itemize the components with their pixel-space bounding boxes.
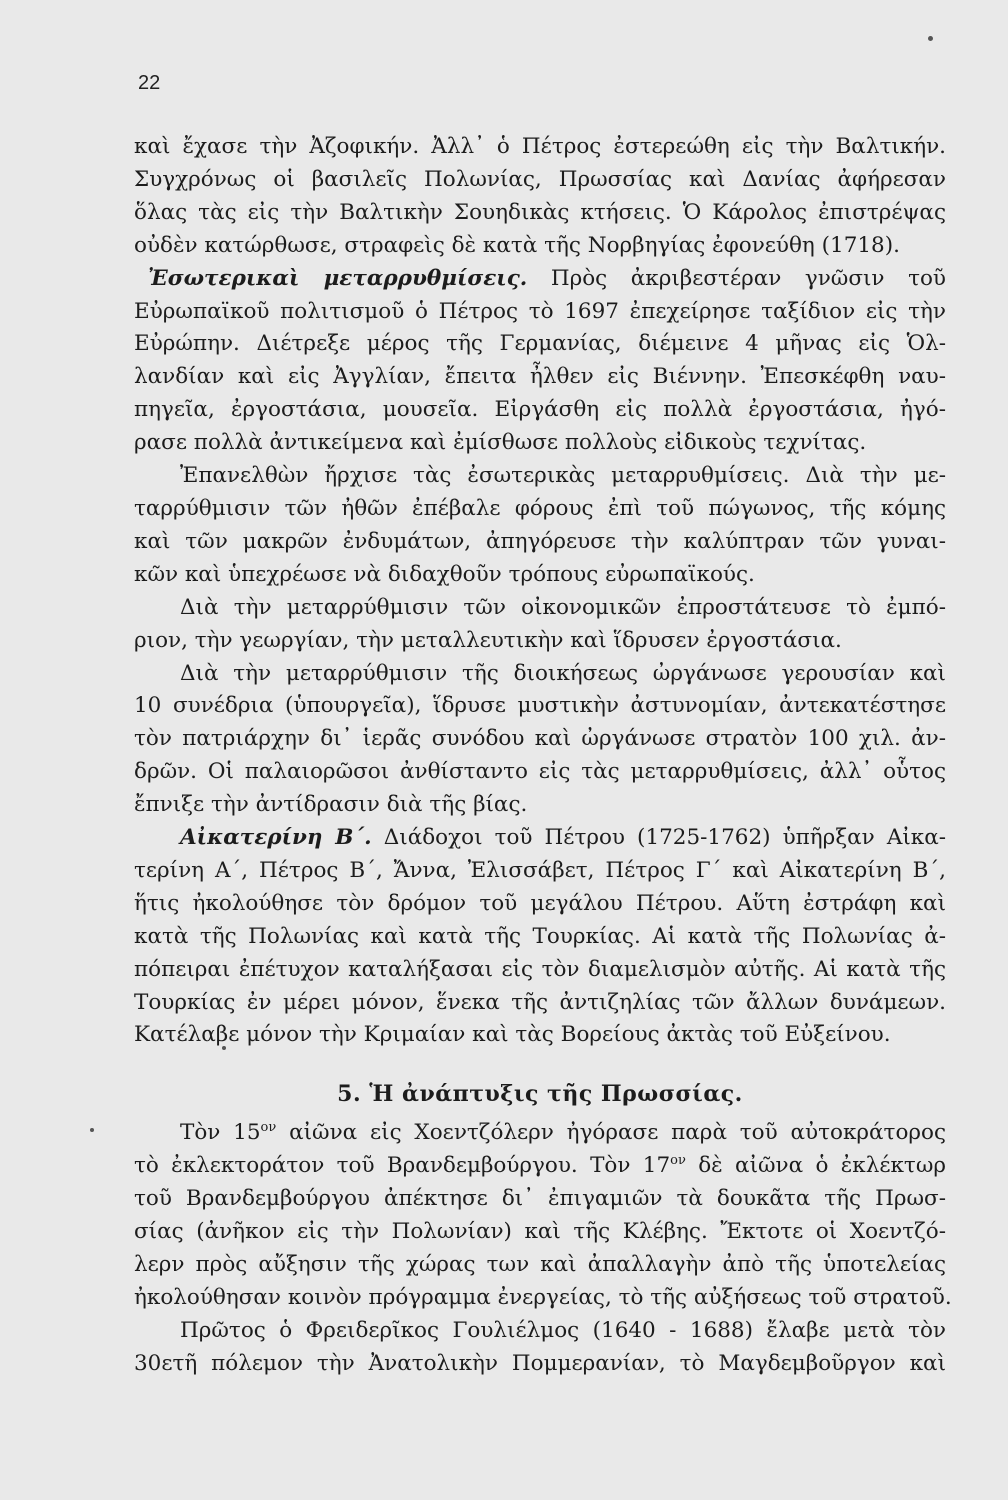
text-line [134,1150,946,1183]
text-span: Τὸν 15 [180,1120,261,1146]
text-line: καὶ ἔχασε τὴν Ἀζοφικήν. Ἀλλ᾽ ὁ Πέτρος ἐστερεώθη εἰς τὴν Βαλτικήν. [134,134,946,159]
section-heading: 5. Ἡ ἀνάπτυξις τῆς Πρωσσίας. [337,1081,743,1108]
text-line: δρῶν. Οἱ παλαιορῶσοι ἀνθίσταντο εἰς τὰς μεταρρυθμίσεις, ἀλλ᾽ οὗτος [134,759,946,785]
text-line: ρασε πολλὰ ἀντικείμενα καὶ ἐμίσθωσε πολλοὺς εἰδικοὺς τεχνίτας. [134,430,867,456]
text-line [134,822,946,855]
text-line: πηγεῖα, ἐργοστάσια, μουσεῖα. Εἰργάσθη εἰς πολλὰ ἐργοστάσια, ἠγό- [134,397,946,423]
text-span: δὲ αἰῶνα ὁ ἐκλέκτωρ [685,1153,946,1179]
text-line: ριον, τὴν γεωργίαν, τὴν μεταλλευτικὴν καὶ ἵδρυσεν ἐργοστάσια. [134,627,842,653]
text-line [134,1117,946,1150]
ink-speck [928,36,933,41]
superscript: ον [670,1153,686,1169]
text-line: τὸν πατριάρχην δι᾽ ἱερᾶς συνόδου καὶ ὠργάνωσε στρατὸν 100 χιλ. ἀν- [134,726,946,752]
superscript: ον [260,1120,277,1136]
text-line: τοῦ Βρανδεμβούργου ἀπέκτησε δι᾽ ἐπιγαμιῶν τὰ δουκᾶτα τῆς Πρωσ- [134,1186,946,1212]
text-span: Διάδοχοι τοῦ Πέτρου (1725-1762) ὑπῆρξαν Αἰκα- [383,825,946,851]
text-span: τὸ ἐκλεκτοράτον τοῦ Βρανδεμβούργου. Τὸν 17 [134,1153,671,1179]
text-line: Εὐρώπην. Διέτρεξε μέρος τῆς Γερμανίας, διέμεινε 4 μῆνας εἰς Ὁλ- [134,331,946,357]
text-line: πόπειραι ἐπέτυχον καταλήξασαι εἰς τὸν διαμελισμὸν αὐτῆς. Αἱ κατὰ τῆς [134,956,946,982]
text-line: ὅλας τὰς εἰς τὴν Βαλτικὴν Σουηδικὰς κτήσεις. Ὁ Κάρολος ἐπιστρέψας [134,199,946,225]
ink-speck [90,1128,94,1132]
text-line: οὐδὲν κατώρθωσε, στραφεὶς δὲ κατὰ τῆς Νορβηγίας ἐφονεύθη (1718). [134,232,900,258]
page-number: 22 [138,72,161,94]
text-line: σίας (ἀνῆκον εἰς τὴν Πολωνίαν) καὶ τῆς Κλέβης. Ἔκτοτε οἱ Χοεντζό- [134,1219,946,1244]
text-line: Διὰ τὴν μεταρρύθμισιν τῶν οἰκονομικῶν ἐπροστάτευσε τὸ ἐμπό- [180,594,946,620]
text-line: Συγχρόνως οἱ βασιλεῖς Πολωνίας, Πρωσσίας καὶ Δανίας ἀφήρεσαν [134,166,946,192]
text-line: 10 συνέδρια (ὑπουργεῖα), ἵδρυσε μυστικὴν ἀστυνομίαν, ἀντεκατέστησε [134,693,946,719]
text-line: λανδίαν καὶ εἰς Ἀγγλίαν, ἔπειτα ἦλθεν εἰς Βιέννην. Ἐπεσκέφθη ναυ- [134,364,946,390]
text-line: Τουρκίας ἐν μέρει μόνον, ἕνεκα τῆς ἀντιζηλίας τῶν ἄλλων δυνάμεων. [134,989,946,1015]
text-line [134,263,946,296]
text-line: τερίνη Α΄, Πέτρος Β΄, Ἄννα, Ἐλισσάβετ, Πέτρος Γ΄ καὶ Αἰκατερίνη Β΄, [134,857,946,883]
text-line: Πρῶτος ὁ Φρειδερῖκος Γουλιέλμος (1640 - 1688) ἔλαβε μετὰ τὸν [180,1317,946,1343]
text-line: κατὰ τῆς Πολωνίας καὶ κατὰ τῆς Τουρκίας. Αἱ κατὰ τῆς Πολωνίας ἀ- [134,923,946,949]
text-line: κῶν καὶ ὑπεχρέωσε νὰ διδαχθοῦν τρόπους εὐρωπαϊκούς. [134,561,755,587]
text-line: Διὰ τὴν μεταρρύθμισιν τῆς διοικήσεως ὠργάνωσε γερουσίαν καὶ [180,660,946,686]
text-span: αἰῶνα εἰς Χοεντζόλερν ἠγόρασε παρὰ τοῦ αὐτοκράτορος [276,1120,947,1146]
text-line: ἔπνιξε τὴν ἀντίδρασιν διὰ τῆς βίας. [134,792,528,818]
text-line: ταρρύθμισιν τῶν ἠθῶν ἐπέβαλε φόρους ἐπὶ τοῦ πώγωνος, τῆς κόμης [134,495,946,521]
text-line: καὶ τῶν μακρῶν ἐνδυμάτων, ἀπηγόρευσε τὴν καλύπτραν τῶν γυναι- [134,528,946,554]
text-line: ἥτις ἠκολούθησε τὸν δρόμον τοῦ μεγάλου Πέτρου. Αὕτη ἐστράφη καὶ [134,890,946,916]
text-line: Ἐπανελθὼν ἤρχισε τὰς ἐσωτερικὰς μεταρρυθμίσεις. Διὰ τὴν με- [180,463,946,489]
text-span: Πρὸς ἀκριβεστέραν γνῶσιν τοῦ [550,265,946,291]
text-line: 30ετῆ πόλεμον τὴν Ἀνατολικὴν Πομμερανίαν, τὸ Μαγδεμβοῦργον καὶ [134,1350,946,1376]
text-line: ἠκολούθησαν κοινὸν πρόγραμμα ἐνεργείας, τὸ τῆς αὐξήσεως τοῦ στρατοῦ. [134,1284,952,1310]
text-line: Εὐρωπαϊκοῦ πολιτισμοῦ ὁ Πέτρος τὸ 1697 ἐπεχείρησε ταξίδιον εἰς τὴν [134,298,946,324]
inline-heading: Ἐσωτερικαὶ μεταρρυθμίσεις. [148,265,528,291]
text-line: λερν πρὸς αὔξησιν τῆς χώρας των καὶ ἀπαλλαγὴν ἀπὸ τῆς ὑποτελείας [134,1251,946,1277]
page-text [134,131,952,1381]
inline-heading: Αἰκατερίνη Β΄. [180,825,372,851]
text-line: Κατέλαβε μόνον τὴν Κριμαίαν καὶ τὰς Βορείους ἀκτὰς τοῦ Εὐξείνου. [134,1022,891,1048]
